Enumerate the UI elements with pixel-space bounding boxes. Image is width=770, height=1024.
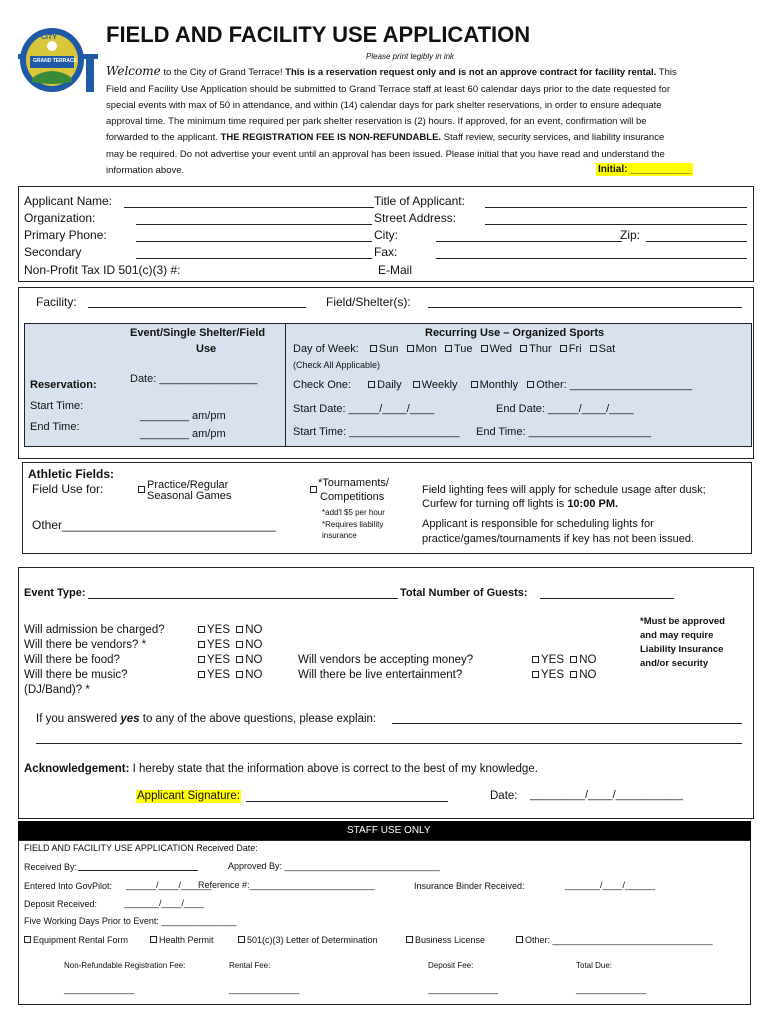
fax-label: Fax: — [374, 245, 398, 259]
responsibility-note-1: Applicant is responsible for scheduling lights for — [422, 518, 654, 530]
event-section — [18, 567, 754, 819]
nonrefundable-notice: THE REGISTRATION FEE IS NON-REFUNDABLE. — [220, 132, 442, 143]
page-title: FIELD AND FACILITY USE APPLICATION — [106, 22, 531, 47]
day-mon-label: Mon — [415, 343, 437, 355]
freq-weekly[interactable] — [413, 379, 458, 391]
intro-line-4: approval time. The minimum time required per park shelter reservation is (2) hours. If approved, for an event, confirmation will be — [106, 116, 647, 127]
intro-text: to the City of Grand Terrace! — [160, 67, 286, 78]
checkbox[interactable] — [532, 671, 539, 678]
checkbox[interactable] — [406, 936, 413, 943]
intro-line-5 — [106, 131, 664, 144]
checkbox[interactable] — [481, 345, 488, 352]
lighting-note-2a: Curfew for turning off lights is — [422, 498, 568, 510]
field-use-label: Field Use for: — [32, 482, 104, 496]
tournament-label-2: Competitions — [320, 491, 385, 503]
insurance-binder-field[interactable]: _______/____/______ — [565, 880, 656, 890]
acknowledgement — [24, 763, 538, 776]
checkbox[interactable] — [198, 641, 205, 648]
event-type-field[interactable] — [88, 598, 398, 599]
day-tue[interactable] — [445, 343, 473, 355]
checkbox[interactable] — [516, 936, 523, 943]
applicant-title-field[interactable] — [485, 207, 747, 208]
checkbox[interactable] — [407, 345, 414, 352]
staff-item-label: Equipment Rental Form — [33, 935, 129, 945]
no-label: NO — [579, 654, 597, 666]
recurring-end-date[interactable]: End Date: _____/____/____ — [496, 403, 634, 415]
reservation-date-field[interactable]: Date: ________________ — [130, 373, 258, 385]
checkbox[interactable] — [445, 345, 452, 352]
approved-by-field[interactable]: Approved By: _______________________________ — [228, 861, 440, 871]
explain-label — [36, 713, 376, 726]
explain-text-a: If you answered — [36, 713, 121, 725]
checkbox[interactable] — [150, 936, 157, 943]
recurring-end-time[interactable]: End Time: ____________________ — [476, 426, 651, 438]
checkbox[interactable] — [236, 656, 243, 663]
yes-no-vendors[interactable] — [198, 639, 262, 652]
intro-line-5a: forwarded to the applicant. — [106, 132, 221, 143]
checkbox[interactable] — [590, 345, 597, 352]
facility-label: Facility: — [36, 295, 77, 309]
question-food: Will there be food? — [24, 654, 120, 666]
logo-text-name: GRAND TERRACE — [33, 58, 77, 64]
signature-date-field[interactable]: _________/____/___________ — [530, 789, 683, 801]
day-of-week-label: Day of Week: — [293, 343, 359, 355]
recurring-start-time[interactable]: Start Time: __________________ — [293, 426, 460, 438]
question-music-2: (DJ/Band)? * — [24, 684, 90, 696]
applicant-signature-label: Applicant Signature: — [137, 790, 240, 802]
secondary-phone-label: Secondary — [24, 245, 82, 259]
deposit-fee-label: Deposit Fee: — [428, 961, 474, 970]
checkbox[interactable] — [198, 626, 205, 633]
checkbox[interactable] — [370, 345, 377, 352]
start-time-field[interactable]: ________ am/pm — [140, 410, 226, 422]
staff-item-health[interactable] — [150, 934, 214, 947]
reference-field[interactable]: Reference #:_________________________ — [198, 880, 375, 890]
total-guests-label: Total Number of Guests: — [400, 587, 528, 599]
day-sun[interactable] — [370, 343, 399, 355]
no-label: NO — [579, 669, 597, 681]
day-wed[interactable] — [481, 343, 512, 355]
tournament-note-2: *Requires liability — [322, 520, 384, 529]
received-by-label: Received By: — [24, 862, 78, 872]
insurance-binder-label: Insurance Binder Received: — [414, 881, 525, 891]
registration-fee-field[interactable]: ______________ — [64, 984, 135, 994]
day-sat[interactable] — [590, 343, 616, 355]
tournament-note-1: *add'l $5 per hour — [322, 508, 385, 517]
rental-fee-field[interactable]: ______________ — [229, 984, 300, 994]
email-label: E-Mail — [378, 263, 413, 277]
tax-id-label: Non-Profit Tax ID 501(c)(3) #: — [24, 263, 181, 277]
intro-line-6: may be required. Do not advertise your event until an approval has been issued. Please initial that you have read and understand the — [106, 149, 665, 160]
staff-item-equipment[interactable] — [24, 934, 128, 947]
total-due-label: Total Due: — [576, 961, 613, 970]
start-time-label: Start Time: — [30, 400, 84, 412]
event-single-header: Event/Single Shelter/Field — [130, 327, 266, 339]
question-live-entertainment: Will there be live entertainment? — [298, 669, 463, 681]
city-field[interactable] — [436, 241, 622, 242]
staff-item-label: 501(c)(3) Letter of Determination — [247, 935, 378, 945]
day-thur[interactable] — [520, 343, 552, 355]
day-tue-label: Tue — [454, 343, 473, 355]
checkbox[interactable] — [236, 641, 243, 648]
yes-label: YES — [541, 654, 565, 666]
checkbox[interactable] — [471, 381, 478, 388]
applicant-title-label: Title of Applicant: — [374, 194, 465, 208]
govpilot-date-field[interactable]: ______/____/______ — [126, 880, 212, 890]
day-sun-label: Sun — [378, 343, 399, 355]
yes-no-food[interactable] — [198, 654, 262, 667]
organization-label: Organization: — [24, 211, 96, 225]
explain-yes: yes — [120, 713, 140, 725]
staff-item-label: Business License — [415, 935, 486, 945]
intro-line-3: special events with max of 50 in attendance, and within (14) calendar days for park shelter reservations, in order to ensure adequate — [106, 100, 662, 111]
approval-note-4: and/or security — [640, 658, 709, 669]
freq-other-label: Other: ____________________ — [536, 379, 693, 391]
check-all-note: (Check All Applicable) — [293, 360, 381, 370]
no-label: NO — [245, 639, 263, 651]
question-vendors: Will there be vendors? * — [24, 639, 147, 651]
organization-field[interactable] — [136, 224, 372, 225]
question-vendor-money: Will vendors be accepting money? — [298, 654, 474, 666]
explain-text-c: to any of the above questions, please explain: — [139, 713, 377, 725]
field-shelter-label: Field/Shelter(s): — [326, 295, 411, 309]
tournament-note-3: insurance — [322, 531, 357, 540]
staff-header: STAFF USE ONLY — [347, 825, 431, 836]
freq-daily-label: Daily — [377, 379, 402, 391]
check-one-row — [293, 379, 692, 392]
yes-label: YES — [207, 624, 231, 636]
zip-field[interactable] — [646, 241, 747, 242]
day-fri[interactable] — [560, 343, 582, 355]
freq-monthly[interactable] — [471, 379, 519, 391]
deposit-received-field[interactable]: _______/____/____ — [124, 898, 205, 908]
logo-text-city: CITY — [41, 34, 57, 41]
practice-option[interactable] — [138, 484, 147, 497]
primary-phone-field[interactable] — [136, 241, 372, 242]
responsibility-note-2: practice/games/tournaments if key has not been issued. — [422, 533, 695, 545]
welcome-word: Welcome — [106, 64, 161, 78]
day-sat-label: Sat — [598, 343, 616, 355]
staff-item-label: Health Permit — [159, 935, 214, 945]
total-guests-field[interactable] — [540, 598, 674, 599]
street-address-label: Street Address: — [374, 211, 457, 225]
total-due-field[interactable]: ______________ — [576, 984, 647, 994]
event-single-header-2: Use — [196, 343, 217, 355]
signature-date-label: Date: — [490, 790, 518, 802]
city-label: City: — [374, 228, 398, 242]
checkbox[interactable] — [236, 671, 243, 678]
city-seal-logo — [12, 20, 100, 98]
street-address-field[interactable] — [485, 224, 747, 225]
intro-line-5c: Staff review, security services, and liability insurance — [441, 132, 665, 143]
checkbox[interactable] — [138, 486, 145, 493]
secondary-phone-field[interactable] — [136, 258, 372, 259]
athletic-other-field[interactable]: Other________________________________ — [32, 518, 276, 532]
checkbox[interactable] — [570, 671, 577, 678]
yes-label: YES — [207, 654, 231, 666]
question-music: Will there be music? — [24, 669, 128, 681]
day-of-week-row — [293, 343, 615, 356]
applicant-name-field[interactable] — [124, 207, 374, 208]
practice-label-1: Practice/Regular — [147, 479, 229, 491]
checkbox[interactable] — [413, 381, 420, 388]
intro-line-7: information above. — [106, 165, 185, 176]
intro-bold-text: This is a reservation request only and is not an approve contract for facility rental. — [285, 67, 657, 78]
checkbox[interactable] — [368, 381, 375, 388]
explain-field-1[interactable] — [392, 723, 742, 724]
reservation-table-divider — [285, 323, 286, 447]
intro-line-2: Field and Facility Use Application should be submitted to Grand Terrace staff at least 60 calendar days prior to the date requested for — [106, 84, 671, 95]
freq-other[interactable] — [527, 379, 692, 391]
five-days-field[interactable]: Five Working Days Prior to Event: _______________ — [24, 916, 237, 926]
check-one-label: Check One: — [293, 379, 352, 391]
checkbox[interactable] — [527, 381, 534, 388]
question-admission: Will admission be charged? — [24, 624, 165, 636]
field-shelter-field[interactable] — [428, 307, 742, 308]
checkbox[interactable] — [236, 626, 243, 633]
freq-monthly-label: Monthly — [479, 379, 519, 391]
checkbox[interactable] — [520, 345, 527, 352]
yes-label: YES — [541, 669, 565, 681]
day-thur-label: Thur — [529, 343, 552, 355]
intro-line-1 — [106, 65, 677, 79]
staff-item-business[interactable] — [406, 934, 485, 947]
deposit-received-label: Deposit Received: — [24, 899, 98, 909]
applicant-signature-field[interactable] — [246, 801, 448, 802]
lighting-note-1: Field lighting fees will apply for schedule usage after dusk; — [422, 484, 706, 496]
yes-no-live-entertainment[interactable] — [532, 669, 596, 682]
approval-note-2: and may require — [640, 630, 714, 641]
staff-item-label: Other: ________________________________ — [525, 935, 713, 945]
checkbox[interactable] — [310, 486, 317, 493]
day-fri-label: Fri — [568, 343, 582, 355]
no-label: NO — [245, 654, 263, 666]
yes-no-music[interactable] — [198, 669, 262, 682]
received-date-label: FIELD AND FACILITY USE APPLICATION Received Date: — [24, 843, 258, 853]
checkbox[interactable] — [560, 345, 567, 352]
yes-no-vendor-money[interactable] — [532, 654, 596, 667]
reservation-label: Reservation: — [30, 379, 97, 391]
day-mon[interactable] — [407, 343, 437, 355]
checkbox[interactable] — [198, 671, 205, 678]
registration-fee-label: Non-Refundable Registration Fee: — [64, 961, 186, 970]
rental-fee-label: Rental Fee: — [229, 961, 271, 970]
curfew-time: 10:00 PM. — [567, 498, 619, 510]
fax-field[interactable] — [436, 258, 747, 259]
lighting-note-2 — [422, 498, 618, 511]
explain-field-2[interactable] — [36, 743, 742, 744]
deposit-fee-field[interactable]: ______________ — [428, 984, 499, 994]
staff-item-other[interactable] — [516, 934, 713, 947]
approval-note-3: Liability Insurance — [640, 644, 724, 655]
received-by-field[interactable] — [78, 870, 198, 871]
applicant-name-label: Applicant Name: — [24, 194, 113, 208]
initial-field[interactable]: Initial: ___________ — [598, 164, 692, 175]
event-type-label: Event Type: — [24, 587, 86, 599]
no-label: NO — [245, 669, 263, 681]
end-time-field[interactable]: ________ am/pm — [140, 428, 226, 440]
acknowledgement-text: I hereby state that the information above is correct to the best of my knowledge. — [129, 763, 538, 775]
primary-phone-label: Primary Phone: — [24, 228, 107, 242]
zip-label: Zip: — [620, 228, 641, 242]
checkbox[interactable] — [198, 656, 205, 663]
facility-field[interactable] — [88, 307, 306, 308]
practice-label-2: Seasonal Games — [147, 490, 232, 502]
subtitle: Please print legibly in ink — [366, 52, 455, 61]
govpilot-label: Entered Into GovPilot: — [24, 881, 113, 891]
checkbox[interactable] — [532, 656, 539, 663]
day-wed-label: Wed — [489, 343, 513, 355]
intro-text-end: This — [656, 67, 677, 78]
freq-weekly-label: Weekly — [421, 379, 458, 391]
end-time-label: End Time: — [30, 421, 80, 433]
tournament-label-1: *Tournaments/ — [318, 477, 389, 489]
recurring-header: Recurring Use – Organized Sports — [425, 327, 605, 339]
recurring-start-date[interactable]: Start Date: _____/____/____ — [293, 403, 435, 415]
athletic-fields-label: Athletic Fields: — [28, 467, 115, 481]
approval-note-1: *Must be approved — [640, 616, 725, 627]
freq-daily[interactable] — [368, 379, 401, 391]
checkbox[interactable] — [570, 656, 577, 663]
yes-label: YES — [207, 669, 231, 681]
staff-item-501c3[interactable] — [238, 934, 378, 947]
acknowledgement-label: Acknowledgement: — [24, 763, 130, 775]
no-label: NO — [245, 624, 263, 636]
yes-label: YES — [207, 639, 231, 651]
yes-no-admission[interactable] — [198, 624, 262, 637]
checkbox[interactable] — [238, 936, 245, 943]
checkbox[interactable] — [24, 936, 31, 943]
